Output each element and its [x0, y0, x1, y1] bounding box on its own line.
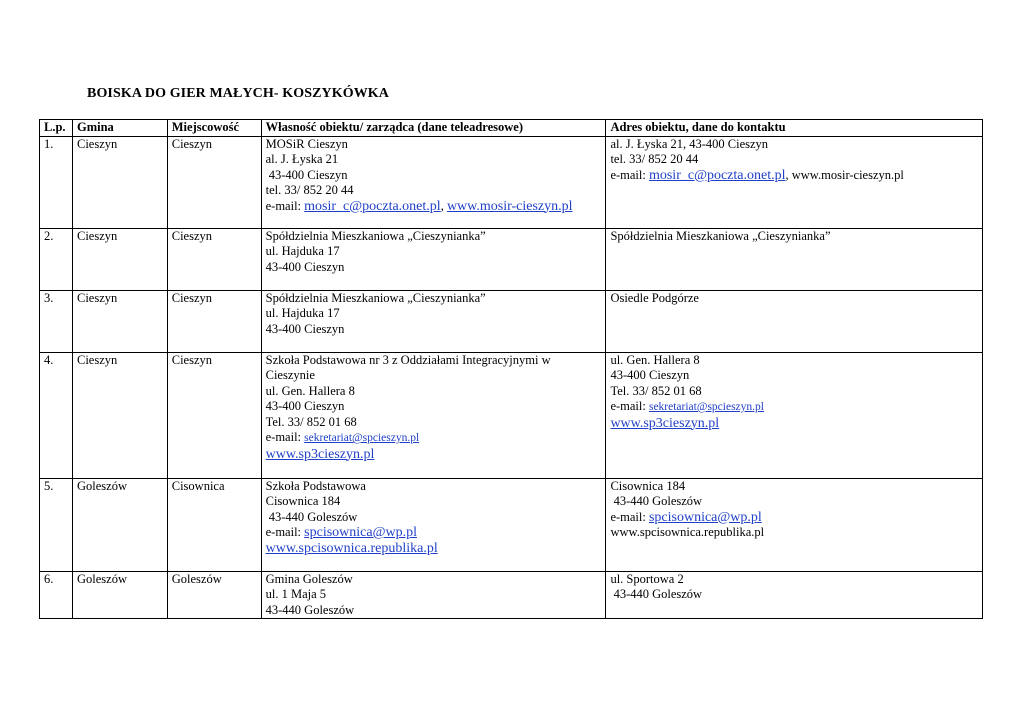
address-www-link[interactable]: www.sp3cieszyn.pl — [610, 415, 720, 431]
owner-street: al. J. Łyska 21 — [265, 152, 339, 166]
cell-owner — [261, 290, 606, 352]
address-postcode: 43-400 Cieszyn — [610, 368, 690, 382]
cell-address — [606, 290, 983, 352]
owner-email-link[interactable]: mosir_c@poczta.onet.pl — [304, 198, 441, 214]
owner-www-link[interactable]: www.spcisownica.republika.pl — [265, 540, 438, 556]
cell-gmina: Goleszów — [72, 478, 167, 571]
table-row — [40, 352, 983, 478]
cell-address — [606, 571, 983, 619]
owner-postcode: 43-400 Cieszyn — [265, 321, 345, 336]
cell-owner — [261, 228, 606, 290]
cell-lp: 6. — [40, 571, 73, 619]
address-email — [610, 399, 978, 416]
owner-street: ul. Gen. Hallera 8 — [265, 383, 355, 398]
cell-miejscowosc: Cieszyn — [167, 352, 261, 478]
address-line: Cisownica 184 — [610, 478, 686, 493]
table-row — [40, 571, 983, 619]
cell-miejscowosc: Goleszów — [167, 571, 261, 619]
owner-www — [266, 541, 602, 557]
address-postcode: 43-440 Goleszów — [610, 494, 703, 508]
table-row — [40, 478, 983, 571]
table-row — [40, 136, 983, 228]
cell-gmina: Cieszyn — [72, 136, 167, 228]
facilities-table — [39, 119, 983, 619]
owner-name: Spółdzielnia Mieszkaniowa „Cieszynianka” — [265, 228, 486, 243]
cell-address — [606, 352, 983, 478]
address-www: www.spcisownica.republika.pl — [610, 525, 765, 539]
owner-www-link[interactable]: www.sp3cieszyn.pl — [265, 446, 375, 462]
header-gmina: Gmina — [72, 120, 167, 137]
owner-street: ul. Hajduka 17 — [265, 244, 340, 258]
cell-lp: 1. — [40, 136, 73, 228]
email-prefix: e-mail: — [265, 430, 305, 444]
address-line: Osiedle Podgórze — [610, 290, 699, 305]
email-prefix: e-mail: — [610, 167, 649, 182]
cell-owner — [261, 136, 606, 228]
header-miejscowosc: Miejscowość — [167, 120, 261, 137]
owner-contact — [266, 199, 602, 215]
owner-postcode: 43-440 Goleszów — [265, 509, 358, 524]
address-email-link[interactable]: sekretariat@spcieszyn.pl — [648, 401, 764, 413]
owner-street: Cisownica 184 — [265, 494, 341, 508]
address-email-link[interactable]: spcisownica@wp.pl — [648, 509, 762, 525]
owner-postcode: 43-440 Goleszów — [265, 602, 355, 617]
cell-owner — [261, 571, 606, 619]
cell-gmina: Cieszyn — [72, 290, 167, 352]
email-prefix: e-mail: — [265, 525, 305, 539]
address-postcode: 43-440 Goleszów — [610, 587, 703, 601]
owner-name: Gmina Goleszów — [265, 571, 353, 586]
address-email-link[interactable]: mosir_c@poczta.onet.pl — [648, 167, 786, 183]
table-header-row — [40, 120, 983, 137]
header-address: Adres obiektu, dane do kontaktu — [606, 120, 983, 137]
email-prefix: e-mail: — [610, 509, 649, 524]
owner-street: ul. 1 Maja 5 — [265, 587, 327, 601]
cell-miejscowosc: Cieszyn — [167, 290, 261, 352]
cell-miejscowosc: Cieszyn — [167, 228, 261, 290]
owner-email-link[interactable]: spcisownica@wp.pl — [304, 525, 417, 540]
table-row — [40, 228, 983, 290]
address-line: al. J. Łyska 21, 43-400 Cieszyn — [610, 136, 769, 151]
owner-email-link[interactable]: sekretariat@spcieszyn.pl — [304, 432, 420, 444]
address-www-text: , www.mosir-cieszyn.pl — [785, 167, 904, 182]
cell-address — [606, 478, 983, 571]
cell-address — [606, 136, 983, 228]
cell-gmina: Goleszów — [72, 571, 167, 619]
owner-email — [266, 525, 602, 541]
owner-name: Spółdzielnia Mieszkaniowa „Cieszynianka” — [265, 290, 486, 305]
owner-phone: Tel. 33/ 852 01 68 — [265, 414, 357, 429]
cell-gmina: Cieszyn — [72, 352, 167, 478]
cell-lp: 2. — [40, 228, 73, 290]
owner-postcode: 43-400 Cieszyn — [265, 399, 345, 413]
cell-owner — [261, 478, 606, 571]
owner-postcode: 43-400 Cieszyn — [265, 167, 348, 182]
owner-email — [266, 430, 602, 447]
address-line: ul. Gen. Hallera 8 — [610, 352, 700, 367]
address-line: Spółdzielnia Mieszkaniowa „Cieszynianka” — [610, 228, 831, 243]
owner-street: ul. Hajduka 17 — [265, 306, 340, 320]
cell-owner — [261, 352, 606, 478]
address-phone: Tel. 33/ 852 01 68 — [610, 383, 702, 398]
cell-lp: 3. — [40, 290, 73, 352]
table-row — [40, 290, 983, 352]
address-contact — [610, 168, 978, 184]
address-line: ul. Sportowa 2 — [610, 571, 684, 586]
cell-lp: 4. — [40, 352, 73, 478]
owner-phone: tel. 33/ 852 20 44 — [265, 183, 354, 197]
owner-postcode: 43-400 Cieszyn — [265, 259, 345, 274]
owner-name: MOSiR Cieszyn — [265, 136, 348, 151]
header-lp: L.p. — [40, 120, 73, 137]
cell-miejscowosc: Cieszyn — [167, 136, 261, 228]
email-prefix: e-mail: — [610, 399, 649, 413]
cell-lp: 5. — [40, 478, 73, 571]
cell-address — [606, 228, 983, 290]
email-prefix: e-mail: — [265, 198, 305, 213]
header-owner: Własność obiektu/ zarządca (dane teleadresowe) — [261, 120, 606, 137]
page-title: BOISKA DO GIER MAŁYCH- KOSZYKÓWKA — [87, 86, 390, 101]
cell-miejscowosc: Cisownica — [167, 478, 261, 571]
address-www — [610, 416, 978, 432]
owner-name: Szkoła Podstawowa nr 3 z Oddziałami Integracyjnymi w Cieszynie — [265, 352, 551, 382]
cell-gmina: Cieszyn — [72, 228, 167, 290]
owner-name: Szkoła Podstawowa — [265, 478, 366, 493]
owner-www-link[interactable]: www.mosir-cieszyn.pl — [446, 198, 573, 214]
owner-www — [266, 447, 602, 463]
address-phone: tel. 33/ 852 20 44 — [610, 152, 699, 166]
address-email — [610, 510, 978, 526]
separator: , — [440, 198, 447, 213]
